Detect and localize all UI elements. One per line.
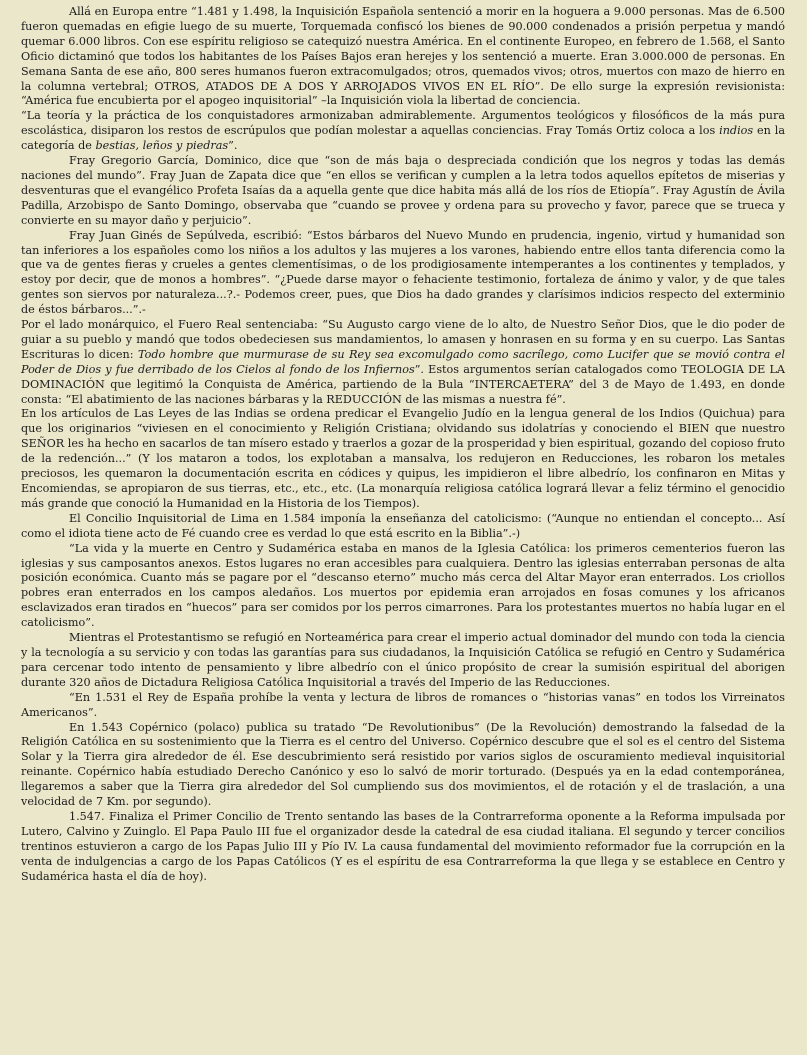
paragraph-text: Allá en Europa entre “1.481 y 1.498, la Inquisición Española sentenció a morir en la hoguera a 9.000 personas. Mas de 6.500 fueron quemadas en efigie luego de su muerte, Torquemada confiscó los bienes de 90.000 condenados a prisión perpetua y mandó quemar 6.000 libros. Con ese espíritu religioso se catequizó nuestra América. En el continente Europeo, en febrero de 1.568, el Santo Oficio dictaminó que todos los habitantes de los Países Bajos eran herejes y los sentenció a muerte. Eran 3.000.000 de personas. En Semana Santa de ese año, 800 seres humanos fueron extracomulgados; otros, quemados vivos; otros, muertos con mazo de hierro en la columna vertebral; OTROS, ATADOS DE A DOS Y ARROJADOS VIVOS EN EL RÍO”. De ello surge la expresión revisionista: “América fue encubierta por el apogeo inquisitorial” –la Inquisición viola la libertad de conciencia. [21, 5, 785, 108]
paragraph [21, 691, 785, 721]
paragraph-text: Mientras el Protestantismo se refugió en Norteamérica para crear el imperio actual dominador del mundo con toda la ciencia y la tecnología a su servicio y con todas las garantías para sus ciudadanos, la Inquisición Católica se refugió en Centro y Sudamérica para cercenar todo intento de pensamiento y libre albedrío con el único propósito de crear la sumisión espiritual del aborigen durante 320 años de Dictadura Religiosa Católica Inquisitorial a través del Imperio de las Reducciones. [21, 631, 785, 689]
paragraph-text: En los artículos de Las Leyes de las Indias se ordena predicar el Evangelio Judío en la lengua general de los Indios (Quichua) para que los originarios “viviesen en el conocimiento y Religión Cristiana; olvidando sus idolatrías y conociendo el BIEN que nuestro SEÑOR les ha hecho en sacarlos de tan mísero estado y traerlos a gozar de la prosperidad y bien espiritual, gozando del copioso fruto de la redención...” (Y los mataron a todos, los explotaban a mansalva, los redujeron en Reducciones, les robaron los metales preciosos, les quemaron la documentación escrita en códices y quipus, les impidieron el libre albedrío, los confinaron en Mitas y Encomiendas, se apropiaron de sus tierras, etc., etc., etc. (La monarquía religiosa católica logrará llevar a feliz término el genocidio más grande que conoció la Humanidad en la Historia de los Tiempos). [21, 407, 785, 510]
paragraph-text: Por el lado monárquico, el Fuero Real sentenciaba: “Su Augusto cargo viene de lo alto, de Nuestro Señor Dios, que le dio poder de guiar a su pueblo y mandó que todos obedeciesen sus mandamientos, lo amasen y honrasen en su forma y en su cuerpo. Las Santas Escrituras lo dicen: [21, 318, 785, 361]
italic-text: indios [719, 124, 754, 138]
paragraph [21, 154, 785, 229]
paragraph-text: “En 1.531 el Rey de España prohíbe la venta y lectura de libros de romances o “historias vanas” en todos los Virreinatos Americanos”. [21, 690, 785, 719]
paragraph [21, 512, 785, 542]
paragraph [21, 721, 785, 810]
paragraph-text: El Concilio Inquisitorial de Lima en 1.584 imponía la enseñanza del catolicismo: (“Aunque no entiendan el concepto... Así como el idiota tiene acto de Fé cuando cree es verdad lo que está escrito en la Biblia”.-) [21, 511, 785, 540]
italic-text: bestias, leños y piedras [95, 139, 229, 153]
paragraph [21, 542, 785, 631]
paragraph-text: En 1.543 Copérnico (polaco) publica su tratado “De Revolutionibus” (De la Revolución) demostrando la falsedad de la Religión Católica en su sostenimiento que la Tierra es el centro del Universo. Copérnico descubre que el sol es el centro del Sistema Solar y la Tierra gira alrededor de él. Ese descubrimiento será resistido por varios siglos de oscuramiento medieval inquisitorial reinante. Copérnico había estudiado Derecho Canónico y eso lo salvó de morir torturado. (Después ya en la edad contemporánea, llegaremos a saber que la Tierra gira alrededor del Sol cumpliendo sus dos movimientos, el de rotación y el de traslación, a una velocidad de 7 Km. por segundo). [21, 720, 785, 809]
document-body [21, 5, 785, 884]
paragraph [21, 5, 785, 109]
paragraph-text: ”. [228, 139, 238, 153]
paragraph-text: “La vida y la muerte en Centro y Sudamérica estaba en manos de la Iglesia Católica: los primeros cementerios fueron las iglesias y sus camposantos anexos. Estos lugares no eran accesibles para cualquiera. Dentro las iglesias enterraban personas de alta posición económica. Cuanto más se pagare por el “descanso eterno” mucho más cerca del Altar Mayor eran enterrados. Los criollos pobres eran enterrados en los campos aledaños. Los muertos por epidemia eran arrojados en fosas comunes y los africanos esclavizados eran tirados en “huecos” para ser comidos por los perros cimarrones. Para los protestantes muertos no había lugar en el catolicismo”. [21, 541, 785, 630]
italic-text: Todo hombre que murmurase de su Rey sea excomulgado como sacrílego, como Lucifer que se movió contra el Poder de Dios y fue derribado de los Cielos al fondo de los Infiernos [21, 347, 785, 376]
paragraph-text: en la categoría de [21, 124, 785, 153]
paragraph-text: “La teoría y la práctica de los conquistadores armonizaban admirablemente. Argumentos teológicos y filosóficos de la más pura escolástica, disiparon los restos de escrúpulos que podían molestar a aquellas conciencias. Fray Tomás Ortiz coloca a los [21, 109, 785, 138]
paragraph-text: Fray Gregorio García, Dominico, dice que “son de más baja o despreciada condición que los negros y todas las demás naciones del mundo”. Fray Juan de Zapata dice que “en ellos se verifican y cumplen a la letra todos aquellos epítetos de miserias y desventuras que el evangélico Profeta Isaías da a aquella gente que dice habita más allá de los ríos de Etiopía”. Fray Agustín de Ávila Padilla, Arzobispo de Santo Domingo, observaba que “cuando se provee y ordena para su provecho y favor, parece que se trueca y convierte en su mayor daño y perjuicio”. [21, 154, 785, 227]
paragraph-text: ”. Estos argumentos serían catalogados como TEOLOGIA DE LA DOMINACIÓN que legitimó la Conquista de América, partiendo de la Bula “INTERCAETERA” del 3 de Mayo de 1.493, en donde consta: “El abatimiento de las naciones bárbaras y la REDUCCIÓN de las mismas a nuestra fé”. [21, 362, 785, 406]
paragraph [21, 229, 785, 318]
paragraph [21, 810, 785, 885]
paragraph [21, 318, 785, 407]
paragraph-text: Fray Juan Ginés de Sepúlveda, escribió: “Estos bárbaros del Nuevo Mundo en prudencia, ingenio, virtud y humanidad son tan inferiores a los españoles como los niños a los adultos y las mujeres a los varones, habiendo entre ellos tanta diferencia como la que va de gentes fieras y crueles a gentes clementísimas, o de los prodigiosamente intemperantes a los continentes y templados, y estoy por decir, que de monos a hombres”. “¿Puede darse mayor o fehaciente testimonio, fortaleza de ánimo y valor, y de que tales gentes son siervos por naturaleza...?.- Podemos creer, pues, que Dios ha dado grandes y clarísimos indicios respecto del exterminio de éstos bárbaros...”.- [21, 228, 785, 317]
paragraph [21, 631, 785, 691]
paragraph [21, 109, 785, 154]
paragraph-text: 1.547. Finaliza el Primer Concilio de Trento sentando las bases de la Contrarreforma oponente a la Reforma impulsada por Lutero, Calvino y Zuinglo. El Papa Paulo III fue el organizador desde la catedral de esa ciudad italiana. El segundo y tercer concilios trentinos estuvieron a cargo de los Papas Julio III y Pío IV. La causa fundamental del movimiento reformador fue la corrupción en la venta de indulgencias a cargo de los Papas Católicos (Y es el espíritu de esa Contrarreforma la que llega y se establece en Centro y Sudamérica hasta el día de hoy). [21, 809, 785, 883]
paragraph [21, 407, 785, 511]
